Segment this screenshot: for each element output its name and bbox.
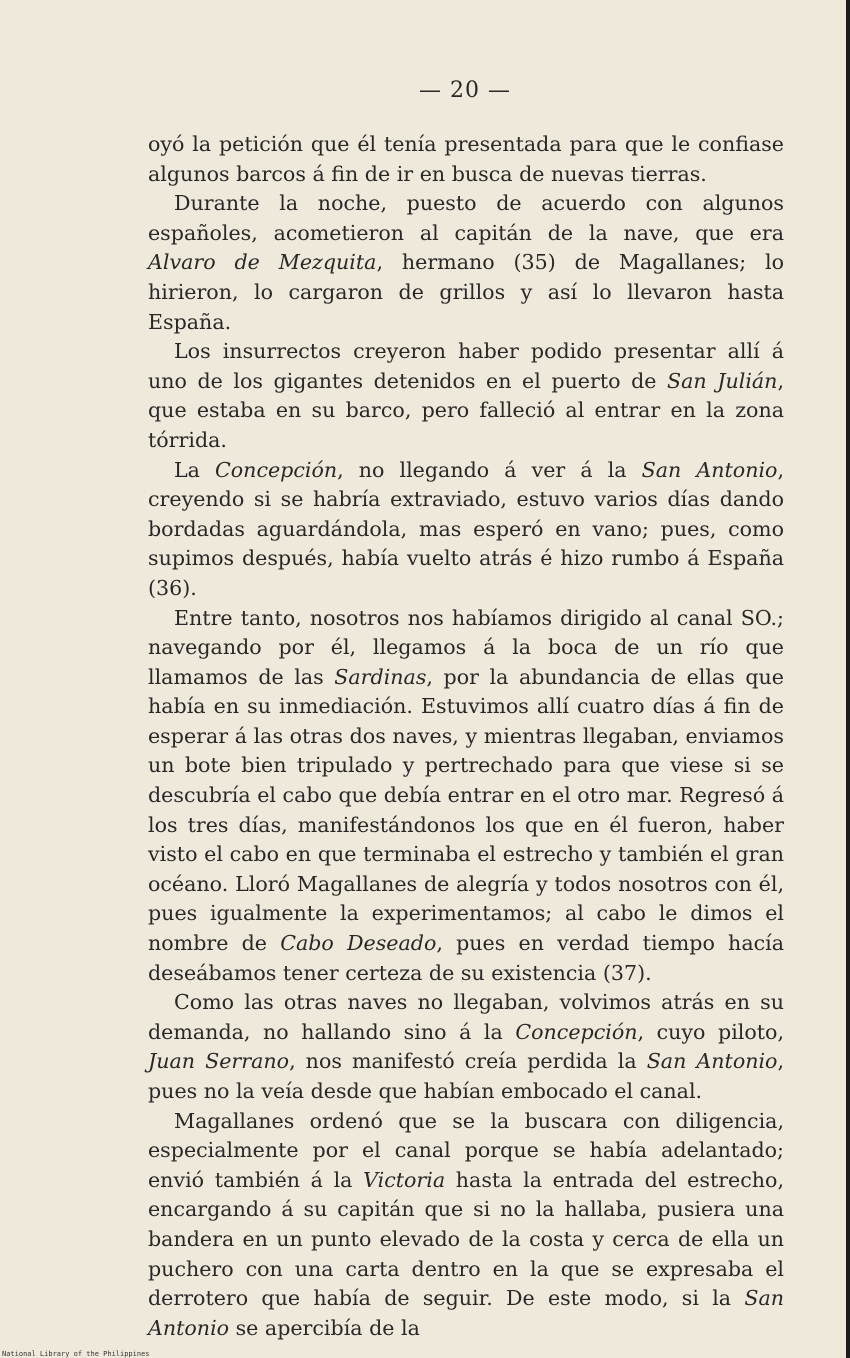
paragraph [148,337,784,455]
body-text [148,130,784,1343]
italic-name: San Antonio [646,1049,778,1074]
text-run: La [174,457,216,482]
paragraph [148,1107,784,1344]
italic-name: San Antonio [148,1286,784,1340]
text-run: se apercibía de la [229,1315,420,1340]
paragraph [148,456,784,604]
italic-name: Juan Serrano [148,1049,290,1074]
text-run: , creyendo si se habría extraviado, estuvo varios días dando bordadas aguardándola, mas esperó en vano; pues, como supimos después, había vuelto atrás é hizo rumbo á España (36). [148,457,784,600]
italic-name: Concepción [215,457,338,482]
italic-name: Sardinas [334,664,427,689]
text-run: , por la abundancia de ellas que había en su inmediación. Estuvimos allí cuatro días á fin de esperar á las otras dos naves, y mientras llegaban, enviamos un bote bien tripulado y pertrechado para que viese si se descubría el cabo que debía entrar en el otro mar. Regresó á los tres días, manifestándonos los que en él fueron, haber visto el cabo en que terminaba el estrecho y también el gran océano. Lloró Magallanes de alegría y todos nosotros con él, pues igualmente la experimentamos; al cabo le dimos el nombre de [148,664,784,956]
text-run: , hermano (35) de Magallanes; lo hirieron, lo cargaron de grillos y así lo llevaron hasta España. [148,250,784,334]
text-run: hasta la entrada del estrecho, encargando á su capitán que si no la hallaba, pusiera una bandera en un punto elevado de la costa y cerca de ella un puchero con una carta dentro en la que se expresaba el derrotero que había de seguir. De este modo, si la [148,1167,784,1311]
text-run: Magallanes ordenó que se la buscara con diligencia, especialmente por el canal porque se había adelantado; envió también á la [148,1108,784,1192]
text-run: , no llegando á ver á la [337,457,642,482]
paragraph [148,189,784,337]
italic-name: Concepción [515,1019,638,1044]
text-run: Durante la noche, puesto de acuerdo con algunos españoles, acometieron al capitán de la nave, que era [148,191,784,245]
paragraph [148,604,784,989]
italic-name: Alvaro de Mezquita [148,250,377,275]
paragraph [148,130,784,189]
text-run: Entre tanto, nosotros nos habíamos dirigido al canal SO.; navegando por él, llegamos á la boca de un río que llamamos de las [148,605,784,689]
italic-name: San Julián [667,368,778,393]
paragraph [148,988,784,1106]
text-run: , pues no la veía desde que habían embocado el canal. [148,1049,785,1103]
page-edge [846,0,850,1358]
text-run: , que estaba en su barco, pero falleció al entrar en la zona tórrida. [148,368,784,452]
italic-name: San Antonio [641,457,778,482]
text-run: , nos manifestó creía perdida la [289,1049,647,1074]
page-number: — 20 — [419,78,511,103]
library-credit: National Library of the Philippines [2,1350,150,1358]
italic-name: Cabo Deseado [280,931,437,956]
text-run: , cuyo piloto, [637,1019,784,1044]
text-run: Como las otras naves no llegaban, volvimos atrás en su demanda, no hallando sino á la [148,990,784,1044]
italic-name: Victoria [363,1167,446,1192]
text-run: Los insurrectos creyeron haber podido presentar allí á uno de los gigantes detenidos en el puerto de [148,339,784,393]
text-run: oyó la petición que él tenía presentada para que le confiase algunos barcos á fin de ir en busca de nuevas tierras. [148,132,784,186]
text-run: , pues en verdad tiempo hacía deseábamos tener certeza de su existencia (37). [148,931,784,985]
